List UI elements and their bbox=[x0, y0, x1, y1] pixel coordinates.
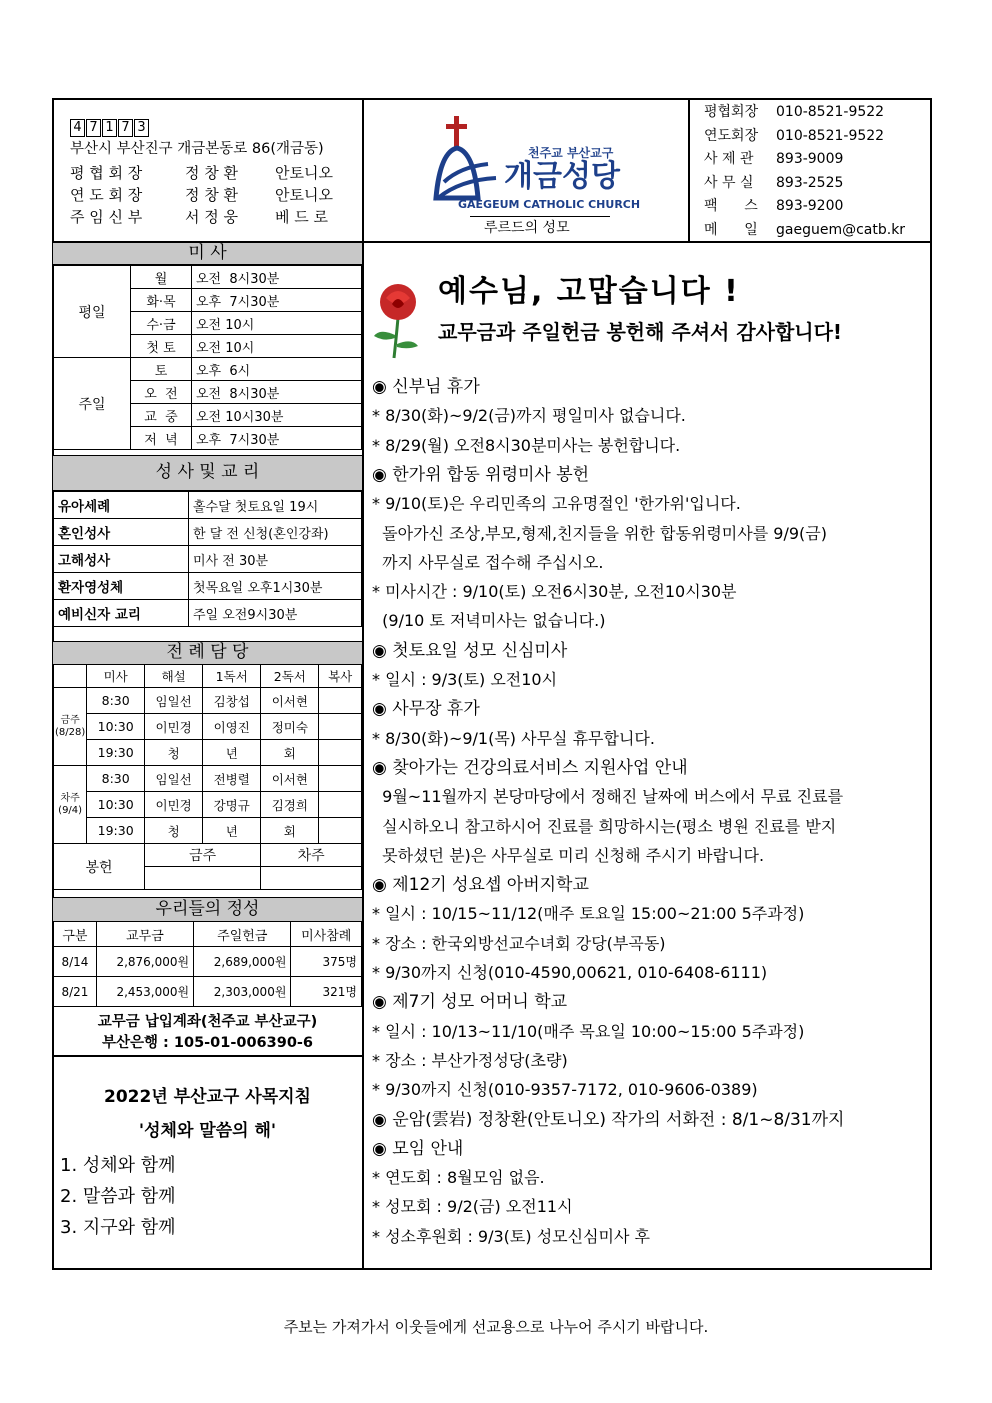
liturgy-cell: 청 bbox=[145, 818, 203, 844]
liturgy-row bbox=[54, 818, 362, 844]
mass-day: 월 bbox=[131, 266, 192, 289]
postal-digit: 4 bbox=[70, 119, 85, 137]
liturgy-corner bbox=[54, 665, 87, 688]
officer-name: 서 정 웅 bbox=[185, 208, 239, 226]
liturgy-cell: 년 bbox=[203, 818, 261, 844]
donations-cell: 8/21 bbox=[54, 977, 97, 1007]
liturgy-cell: 회 bbox=[261, 818, 319, 844]
postal-digit: 7 bbox=[118, 119, 133, 137]
offering-label: 봉헌 bbox=[54, 844, 145, 890]
contact-value: 010-8521-9522 bbox=[776, 127, 885, 144]
announcement-line: * 일시 : 9/3(토) 오전10시 bbox=[372, 670, 558, 689]
mass-title-bar bbox=[53, 243, 362, 265]
mass-time: 오전 8시30분 bbox=[192, 266, 362, 289]
patron-divider bbox=[470, 216, 610, 217]
donations-cell: 2,453,000원 bbox=[96, 977, 193, 1007]
announcement-line: * 장소 : 부산가정성당(초량) bbox=[372, 1050, 568, 1070]
announcement-heading: ◉ 모임 안내 bbox=[372, 1138, 464, 1159]
sacrament-row bbox=[54, 573, 362, 600]
contact-divider bbox=[688, 98, 690, 241]
announcement-line: * 8/30(화)~9/1(목) 사무실 휴무합니다. bbox=[372, 728, 655, 748]
offering-next-week: 차주 bbox=[261, 844, 362, 867]
donations-header: 미사참례 bbox=[291, 922, 362, 947]
sacrament-name: 환자영성체 bbox=[54, 573, 189, 600]
liturgy-cell: 청 bbox=[145, 740, 203, 766]
mass-time: 오후 6시 bbox=[192, 358, 362, 381]
officer-role: 평 협 회 장 bbox=[70, 164, 143, 182]
weekday-label: 평일 bbox=[54, 266, 131, 358]
liturgy-header: 해설 bbox=[145, 665, 203, 688]
mass-time: 오전 10시 bbox=[192, 335, 362, 358]
announcement-line: 못하셨던 분)은 사무실로 미리 신청해 주시기 바랍니다. bbox=[372, 845, 765, 865]
announcement-line: * 8/30(화)~9/2(금)까지 평일미사 없습니다. bbox=[372, 406, 686, 426]
contact-label: 사 무 실 bbox=[704, 174, 754, 191]
liturgy-cell bbox=[319, 740, 362, 766]
postal-code bbox=[70, 119, 150, 137]
mass-time: 오후 7시30분 bbox=[192, 289, 362, 312]
announcement-heading: ◉ 한가위 합동 위령미사 봉헌 bbox=[372, 464, 590, 485]
account-line1: 교무금 납입계좌(천주교 부산교구) bbox=[97, 1014, 318, 1030]
sacraments-title: 성 사 및 교 리 bbox=[155, 462, 260, 482]
contact-label: 평협회장 bbox=[704, 104, 759, 120]
mass-day: 화·목 bbox=[131, 289, 192, 312]
column-divider bbox=[362, 98, 364, 1270]
mass-row bbox=[54, 266, 362, 289]
officer-role: 주 임 신 부 bbox=[70, 208, 143, 226]
donations-cell: 2,303,000원 bbox=[194, 977, 291, 1007]
announcement-line: * 9/30까지 신청(010-4590,00621, 010-6408-6111) bbox=[372, 963, 768, 982]
donations-header: 교무금 bbox=[96, 922, 193, 947]
liturgy-cell: 10:30 bbox=[87, 714, 145, 740]
guideline-title: 2022년 부산교구 사목지침 bbox=[104, 1087, 311, 1107]
contact-value: 893-2525 bbox=[776, 174, 844, 191]
contact-value: 893-9009 bbox=[776, 151, 844, 167]
sacrament-name: 고해성사 bbox=[54, 546, 189, 573]
liturgy-cell: 8:30 bbox=[87, 766, 145, 792]
liturgy-title-bar bbox=[53, 641, 362, 664]
mass-table bbox=[53, 265, 362, 450]
officer-role: 연 도 회 장 bbox=[70, 186, 143, 204]
liturgy-cell: 정미숙 bbox=[261, 714, 319, 740]
liturgy-cell: 년 bbox=[203, 740, 261, 766]
liturgy-cell: 임일선 bbox=[145, 766, 203, 792]
liturgy-row bbox=[54, 740, 362, 766]
liturgy-header-row bbox=[54, 665, 362, 688]
announcement-line: * 연도회 : 8월모임 없음. bbox=[372, 1168, 545, 1188]
offering-next-value bbox=[261, 867, 362, 890]
mass-day: 토 bbox=[131, 358, 192, 381]
mass-time: 오후 7시30분 bbox=[192, 427, 362, 450]
logo-english: GAEGEUM CATHOLIC CHURCH bbox=[458, 198, 641, 211]
postal-digit: 3 bbox=[134, 119, 149, 137]
church-logo bbox=[430, 112, 650, 212]
liturgy-cell bbox=[319, 766, 362, 792]
subheadline: 교무금과 주일헌금 봉헌해 주셔서 감사합니다! bbox=[438, 320, 843, 344]
announcement-line: * 8/29(월) 오전8시30분미사는 봉헌합니다. bbox=[372, 435, 681, 455]
guideline-item: 2. 말씀과 함께 bbox=[60, 1186, 176, 1207]
mass-row bbox=[54, 358, 362, 381]
liturgy-cell: 강명규 bbox=[203, 792, 261, 818]
patron: 루르드의 성모 bbox=[484, 220, 570, 236]
announcement-heading: ◉ 신부님 휴가 bbox=[372, 377, 480, 397]
announcement-line: * 9/10(토)은 우리민족의 고유명절인 '한가위'입니다. bbox=[372, 494, 741, 514]
liturgy-cell: 회 bbox=[261, 740, 319, 766]
donations-header: 구분 bbox=[54, 922, 97, 947]
donations-cell: 2,876,000원 bbox=[96, 947, 193, 977]
liturgy-cell bbox=[319, 818, 362, 844]
officer-name: 정 창 환 bbox=[185, 164, 239, 182]
contact-label: 팩 스 bbox=[704, 198, 758, 214]
sacraments-table bbox=[53, 491, 362, 627]
contact-label: 메 일 bbox=[704, 221, 758, 238]
liturgy-row bbox=[54, 792, 362, 818]
mass-time: 오전 8시30분 bbox=[192, 381, 362, 404]
postal-digit: 1 bbox=[102, 119, 117, 137]
liturgy-title: 전 례 담 당 bbox=[166, 642, 249, 662]
liturgy-cell: 전병렬 bbox=[203, 766, 261, 792]
officer-baptismal: 베 드 로 bbox=[275, 208, 329, 226]
liturgy-row bbox=[54, 714, 362, 740]
mass-day: 저 녁 bbox=[131, 427, 192, 450]
donations-cell: 375명 bbox=[291, 947, 362, 977]
offering-this-value bbox=[145, 867, 261, 890]
announcement-line: * 성소후원회 : 9/3(토) 성모신심미사 후 bbox=[372, 1226, 650, 1246]
contact-value: 893-9200 bbox=[776, 198, 844, 214]
officer-baptismal: 안토니오 bbox=[275, 186, 333, 204]
sunday-label: 주일 bbox=[54, 358, 131, 450]
liturgy-cell bbox=[319, 688, 362, 714]
offering-this-week: 금주 bbox=[145, 844, 261, 867]
sacrament-row bbox=[54, 546, 362, 573]
liturgy-header: 미사 bbox=[87, 665, 145, 688]
liturgy-cell: 8:30 bbox=[87, 688, 145, 714]
contact-value: 010-8521-9522 bbox=[776, 104, 885, 120]
rose-icon bbox=[368, 280, 428, 360]
address: 부산시 부산진구 개금본동로 86(개금동) bbox=[70, 141, 324, 157]
logo-diocese: 천주교 부산교구 bbox=[528, 146, 614, 160]
donations-cell: 321명 bbox=[291, 977, 362, 1007]
donations-table bbox=[53, 921, 362, 1007]
liturgy-cell: 이민경 bbox=[145, 714, 203, 740]
announcement-line: 9월~11월까지 본당마당에서 정해진 날짜에 버스에서 무료 진료를 bbox=[372, 787, 844, 807]
liturgy-header: 2독서 bbox=[261, 665, 319, 688]
mass-day: 교 중 bbox=[131, 404, 192, 427]
announcement-heading: ◉ 찾아가는 건강의료서비스 지원사업 안내 bbox=[372, 757, 688, 778]
officer-baptismal: 안토니오 bbox=[275, 164, 333, 182]
announcement-heading: ◉ 첫토요일 성모 신심미사 bbox=[372, 640, 568, 661]
liturgy-cell: 이서현 bbox=[261, 766, 319, 792]
sacrament-value: 홀수달 첫토요일 19시 bbox=[189, 492, 362, 519]
mass-day: 오 전 bbox=[131, 381, 192, 404]
mass-day: 첫 토 bbox=[131, 335, 192, 358]
liturgy-cell: 이영진 bbox=[203, 714, 261, 740]
sacrament-value: 한 달 전 신청(혼인강좌) bbox=[189, 519, 362, 546]
footer-note: 주보는 가져가서 이웃들에게 선교용으로 나누어 주시기 바랍니다. bbox=[283, 1318, 709, 1336]
announcement-heading: ◉ 제7기 성모 어머니 학교 bbox=[372, 992, 568, 1013]
liturgy-cell: 김경희 bbox=[261, 792, 319, 818]
announcement-heading: ◉ 제12기 성요셉 아버지학교 bbox=[372, 875, 589, 896]
sacrament-name: 유아세례 bbox=[54, 492, 189, 519]
sacrament-name: 혼인성사 bbox=[54, 519, 189, 546]
account-divider bbox=[52, 1055, 363, 1057]
postal-digit: 7 bbox=[86, 119, 101, 137]
announcement-line: * 일시 : 10/15~11/12(매주 토요일 15:00~21:00 5주과정) bbox=[372, 904, 805, 924]
donations-row bbox=[54, 977, 362, 1007]
announcement-line: * 일시 : 10/13~11/10(매주 목요일 10:00~15:00 5주과정) bbox=[372, 1021, 805, 1041]
liturgy-header: 1독서 bbox=[203, 665, 261, 688]
liturgy-row bbox=[54, 688, 362, 714]
sacrament-row bbox=[54, 519, 362, 546]
announcement-line: 돌아가신 조상,부모,형제,친지들을 위한 합동위령미사를 9/9(금) bbox=[372, 523, 827, 543]
liturgy-cell: 10:30 bbox=[87, 792, 145, 818]
headline: 예수님, 고맙습니다 ! bbox=[438, 274, 740, 309]
sacrament-value: 첫목요일 오후1시30분 bbox=[189, 573, 362, 600]
liturgy-cell: 김창섭 bbox=[203, 688, 261, 714]
announcement-line: 까지 사무실로 접수해 주십시오. bbox=[372, 552, 604, 572]
guideline-subtitle: '성체와 말씀의 해' bbox=[138, 1121, 277, 1141]
announcement-line: * 미사시간 : 9/10(토) 오전6시30분, 오전10시30분 bbox=[372, 582, 737, 602]
guideline-item: 3. 지구와 함께 bbox=[60, 1217, 176, 1238]
donations-title: 우리들의 정성 bbox=[155, 899, 260, 919]
guideline-item: 1. 성체와 함께 bbox=[60, 1155, 176, 1176]
sacrament-row bbox=[54, 600, 362, 627]
donations-cell: 8/14 bbox=[54, 947, 97, 977]
liturgy-cell bbox=[319, 714, 362, 740]
donations-header: 주일헌금 bbox=[194, 922, 291, 947]
donations-row bbox=[54, 947, 362, 977]
liturgy-cell: 이서현 bbox=[261, 688, 319, 714]
sacrament-value: 미사 전 30분 bbox=[189, 546, 362, 573]
liturgy-cell: 19:30 bbox=[87, 818, 145, 844]
logo-name: 개금성당 bbox=[504, 159, 620, 194]
sacrament-row bbox=[54, 492, 362, 519]
mass-time: 오전 10시 bbox=[192, 312, 362, 335]
donations-title-bar bbox=[53, 897, 362, 922]
announcement-line: 실시하오니 참고하시어 진료를 희망하시는(평소 병원 진료를 받지 bbox=[372, 816, 837, 836]
sacraments-title-bar bbox=[53, 455, 362, 491]
liturgy-header: 복사 bbox=[319, 665, 362, 688]
offering-row bbox=[54, 844, 362, 867]
sacrament-name: 예비신자 교리 bbox=[54, 600, 189, 627]
contact-value: gaeguem@catb.kr bbox=[776, 221, 906, 238]
liturgy-cell: 19:30 bbox=[87, 740, 145, 766]
sacrament-value: 주일 오전9시30분 bbox=[189, 600, 362, 627]
mass-day: 수·금 bbox=[131, 312, 192, 335]
liturgy-table bbox=[53, 664, 362, 890]
announcement-line: * 성모회 : 9/2(금) 오전11시 bbox=[372, 1197, 573, 1217]
liturgy-week-label: 차주(9/4) bbox=[54, 766, 87, 844]
announcement-line: (9/10 토 저녁미사는 없습니다.) bbox=[372, 611, 606, 631]
mass-title: 미 사 bbox=[188, 243, 227, 263]
announcement-line: * 9/30까지 신청(010-9357-7172, 010-9606-0389) bbox=[372, 1080, 758, 1100]
mass-time: 오전 10시30분 bbox=[192, 404, 362, 427]
contact-label: 사 제 관 bbox=[704, 151, 754, 167]
account-line2: 부산은행 : 105-01-006390-6 bbox=[101, 1035, 314, 1051]
liturgy-cell: 이민경 bbox=[145, 792, 203, 818]
liturgy-cell bbox=[319, 792, 362, 818]
liturgy-row bbox=[54, 766, 362, 792]
announcement-line: * 장소 : 한국외방선교수녀회 강당(부곡동) bbox=[372, 933, 666, 953]
announcement-heading: ◉ 사무장 휴가 bbox=[372, 699, 480, 720]
announcement-heading: ◉ 운암(雲岩) 정창환(안토니오) 작가의 서화전 : 8/1~8/31까지 bbox=[372, 1109, 845, 1130]
liturgy-week-label: 금주(8/28) bbox=[54, 688, 87, 766]
donations-header-row bbox=[54, 922, 362, 947]
donations-cell: 2,689,000원 bbox=[194, 947, 291, 977]
contact-label: 연도회장 bbox=[704, 127, 759, 144]
officer-name: 정 창 환 bbox=[185, 186, 239, 204]
liturgy-cell: 임일선 bbox=[145, 688, 203, 714]
